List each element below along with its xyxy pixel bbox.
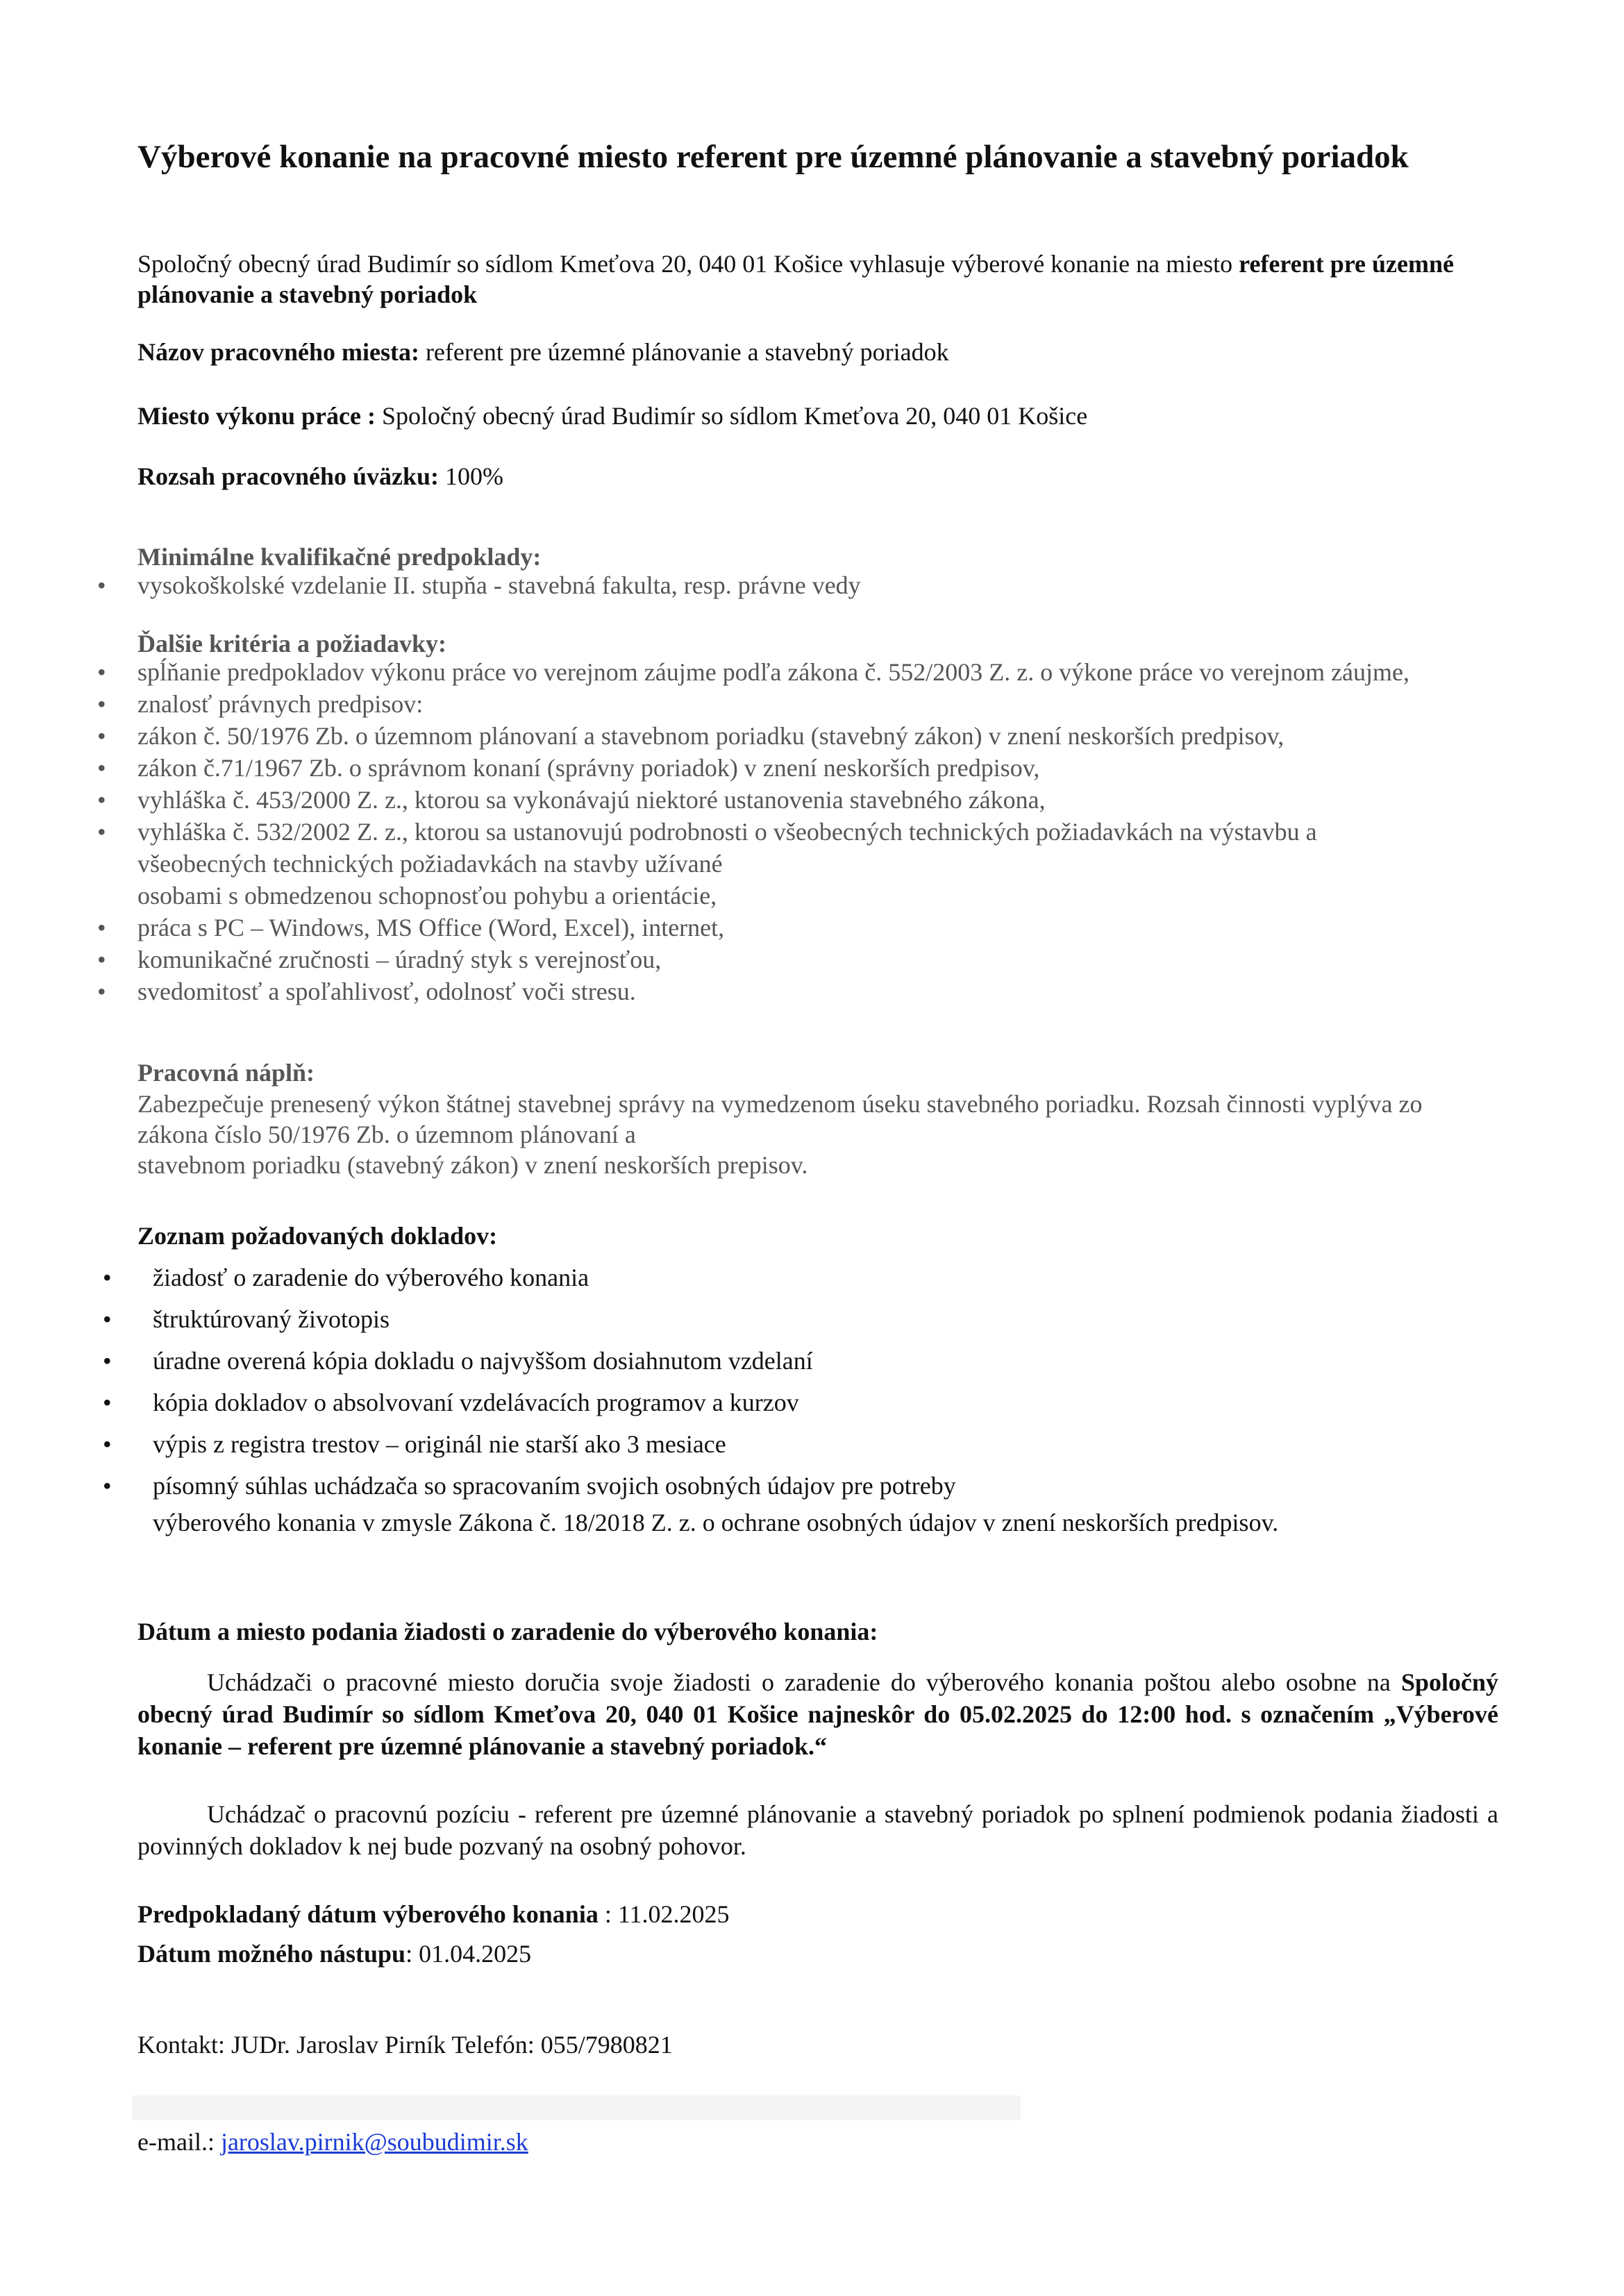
bullet-icon: • (97, 722, 106, 750)
email-link[interactable]: jaroslav.pirnik@soubudimir.sk (220, 2128, 528, 2156)
bullet-icon: • (103, 1389, 112, 1416)
list-item: • kópia dokladov o absolvovaní vzdelávacích programov a kurzov (0, 1382, 1527, 1423)
bullet-icon: • (97, 978, 106, 1005)
list-item: • zákon č. 50/1976 Zb. o územnom plánovaní a stavebnom poriadku (stavebný zákon) v znení neskorších predpisov, (0, 720, 1527, 752)
bullet-icon: • (103, 1305, 112, 1333)
list-item-continuation: výberového konania v zmysle Zákona č. 18/2018 Z. z. o ochrane osobných údajov v znení neskorších predpisov. (153, 1509, 1279, 1536)
list-item: • úradne overená kópia dokladu o najvyššom dosiahnutom vzdelaní (0, 1340, 1527, 1382)
start-date-line (137, 1938, 1498, 1969)
documents-heading: Zoznam požadovaných dokladov: (137, 1222, 498, 1250)
list-item-continuation: osobami s obmedzenou schopnosťou pohybu a orientácie, (137, 882, 717, 910)
start-date-label: Dátum možného nástupu (137, 1940, 406, 1968)
workplace-label: Miesto výkonu práce : (137, 402, 376, 430)
duties-heading: Pracovná náplň: (137, 1059, 315, 1087)
workplace-value: Spoločný obecný úrad Budimír so sídlom Kmeťova 20, 040 01 Košice (375, 402, 1088, 430)
criteria-list (0, 656, 1527, 1007)
submission-paragraph-2: Uchádzač o pracovnú pozíciu - referent pre územné plánovanie a stavebný poriadok po splnení podmienok podania žiadosti a povinných dokladov k nej bude pozvaný na osobný pohovor. (137, 1800, 1498, 1860)
list-item: • zákon č.71/1967 Zb. o správnom konaní (správny poriadok) v znení neskorších predpisov, (0, 752, 1527, 784)
bullet-icon: • (97, 658, 106, 686)
list-item: • práca s PC – Windows, MS Office (Word, Excel), internet, (0, 912, 1527, 944)
list-item: • vysokoškolské vzdelanie II. stupňa - stavebná fakulta, resp. právne vedy (0, 569, 1527, 601)
bullet-icon: • (97, 946, 106, 973)
list-item: • komunikačné zručnosti – úradný styk s verejnosťou, (0, 944, 1527, 975)
bullet-icon: • (103, 1347, 112, 1375)
submission-heading: Dátum a miesto podania žiadosti o zaradenie do výberového konania: (137, 1618, 878, 1645)
workload-line (137, 461, 1498, 492)
intro-text: Spoločný obecný úrad Budimír so sídlom Kmeťova 20, 040 01 Košice vyhlasuje výberové konanie na miesto (137, 250, 1239, 278)
workload-value: 100% (439, 462, 504, 490)
position-value: referent pre územné plánovanie a stavebný poriadok (419, 338, 949, 366)
bullet-icon: • (103, 1430, 112, 1458)
position-label: Názov pracovného miesta: (137, 338, 419, 366)
selection-date-value: : 11.02.2025 (598, 1900, 730, 1928)
bullet-icon: • (97, 786, 106, 814)
contact-line: Kontakt: JUDr. Jaroslav Pirník Telefón: 055/7980821 (137, 2031, 673, 2059)
workload-label: Rozsah pracovného úväzku: (137, 462, 440, 490)
list-item: • znalosť právnych predpisov: (0, 688, 1527, 720)
intro-bold: referent pre územné plánovanie a stavebný poriadok (137, 250, 1454, 308)
qualifications-heading: Minimálne kvalifikačné predpoklady: (137, 543, 542, 571)
selection-date-label: Predpokladaný dátum výberového konania (137, 1900, 598, 1928)
page-title: Výberové konanie na pracovné miesto referent pre územné plánovanie a stavebný poriadok (137, 139, 1409, 175)
workplace-line (137, 401, 1498, 431)
email-line (137, 2127, 1498, 2157)
criteria-heading: Ďalšie kritéria a požiadavky: (137, 630, 446, 657)
start-date-value: : 01.04.2025 (405, 1940, 532, 1968)
list-item: • vyhláška č. 532/2002 Z. z., ktorou sa ustanovujú podrobnosti o všeobecných technických požiadavkách na výstavbu a všeobecných technických požiadavkách na stavby užívané (0, 816, 1443, 880)
bullet-icon: • (97, 818, 106, 846)
bullet-icon: • (103, 1472, 112, 1500)
list-item: • svedomitosť a spoľahlivosť, odolnosť voči stresu. (0, 975, 1527, 1007)
list-item: • žiadosť o zaradenie do výberového konania (0, 1257, 1527, 1298)
duties-text: Zabezpečuje prenesený výkon štátnej stavebnej správy na vymedzenom úseku stavebného poriadku. Rozsah činnosti vyplýva zo zákona číslo 50/1976 Zb. o územnom plánovaní a stavebnom poriadku (stavebný zákon) v znení neskorších prepisov. (137, 1090, 1423, 1179)
bullet-icon: • (97, 690, 106, 718)
bullet-icon: • (97, 754, 106, 782)
list-item: • vyhláška č. 453/2000 Z. z., ktorou sa vykonávajú niektoré ustanovenia stavebného zákona, (0, 784, 1527, 816)
email-label: e-mail.: (137, 2128, 221, 2156)
intro-paragraph (137, 249, 1498, 310)
qualifications-list (0, 569, 1527, 601)
list-item: • výpis z registra trestov – originál nie starší ako 3 mesiace (0, 1423, 1527, 1465)
position-line (137, 337, 1498, 367)
bullet-icon: • (103, 1264, 112, 1291)
bullet-icon: • (97, 571, 106, 599)
list-item: • spĺňanie predpokladov výkonu práce vo verejnom záujme podľa zákona č. 552/2003 Z. z. o výkone práce vo verejnom záujme, (0, 656, 1443, 688)
list-item: • štruktúrovaný životopis (0, 1298, 1527, 1340)
documents-list (0, 1257, 1527, 1539)
submission-paragraph-1: Uchádzači o pracovné miesto doručia svoje žiadosti o zaradenie do výberového konania poštou alebo osobne na Spoločný obecný úrad Budimír so sídlom Kmeťova 20, 040 01 Košice najneskôr do 05.02.2025 do 12:00 hod. s označením „Výberové konanie – referent pre územné plánovanie a stavebný poriadok.“ (137, 1668, 1498, 1760)
selection-date-line (137, 1899, 1498, 1929)
shaded-band (132, 2095, 1021, 2120)
bullet-icon: • (97, 914, 106, 941)
list-item: • písomný súhlas uchádzača so spracovaním svojich osobných údajov pre potreby výberového konania v zmysle Zákona č. 18/2018 Z. z. o ochrane osobných údajov v znení neskorších predpisov. (0, 1465, 1527, 1539)
